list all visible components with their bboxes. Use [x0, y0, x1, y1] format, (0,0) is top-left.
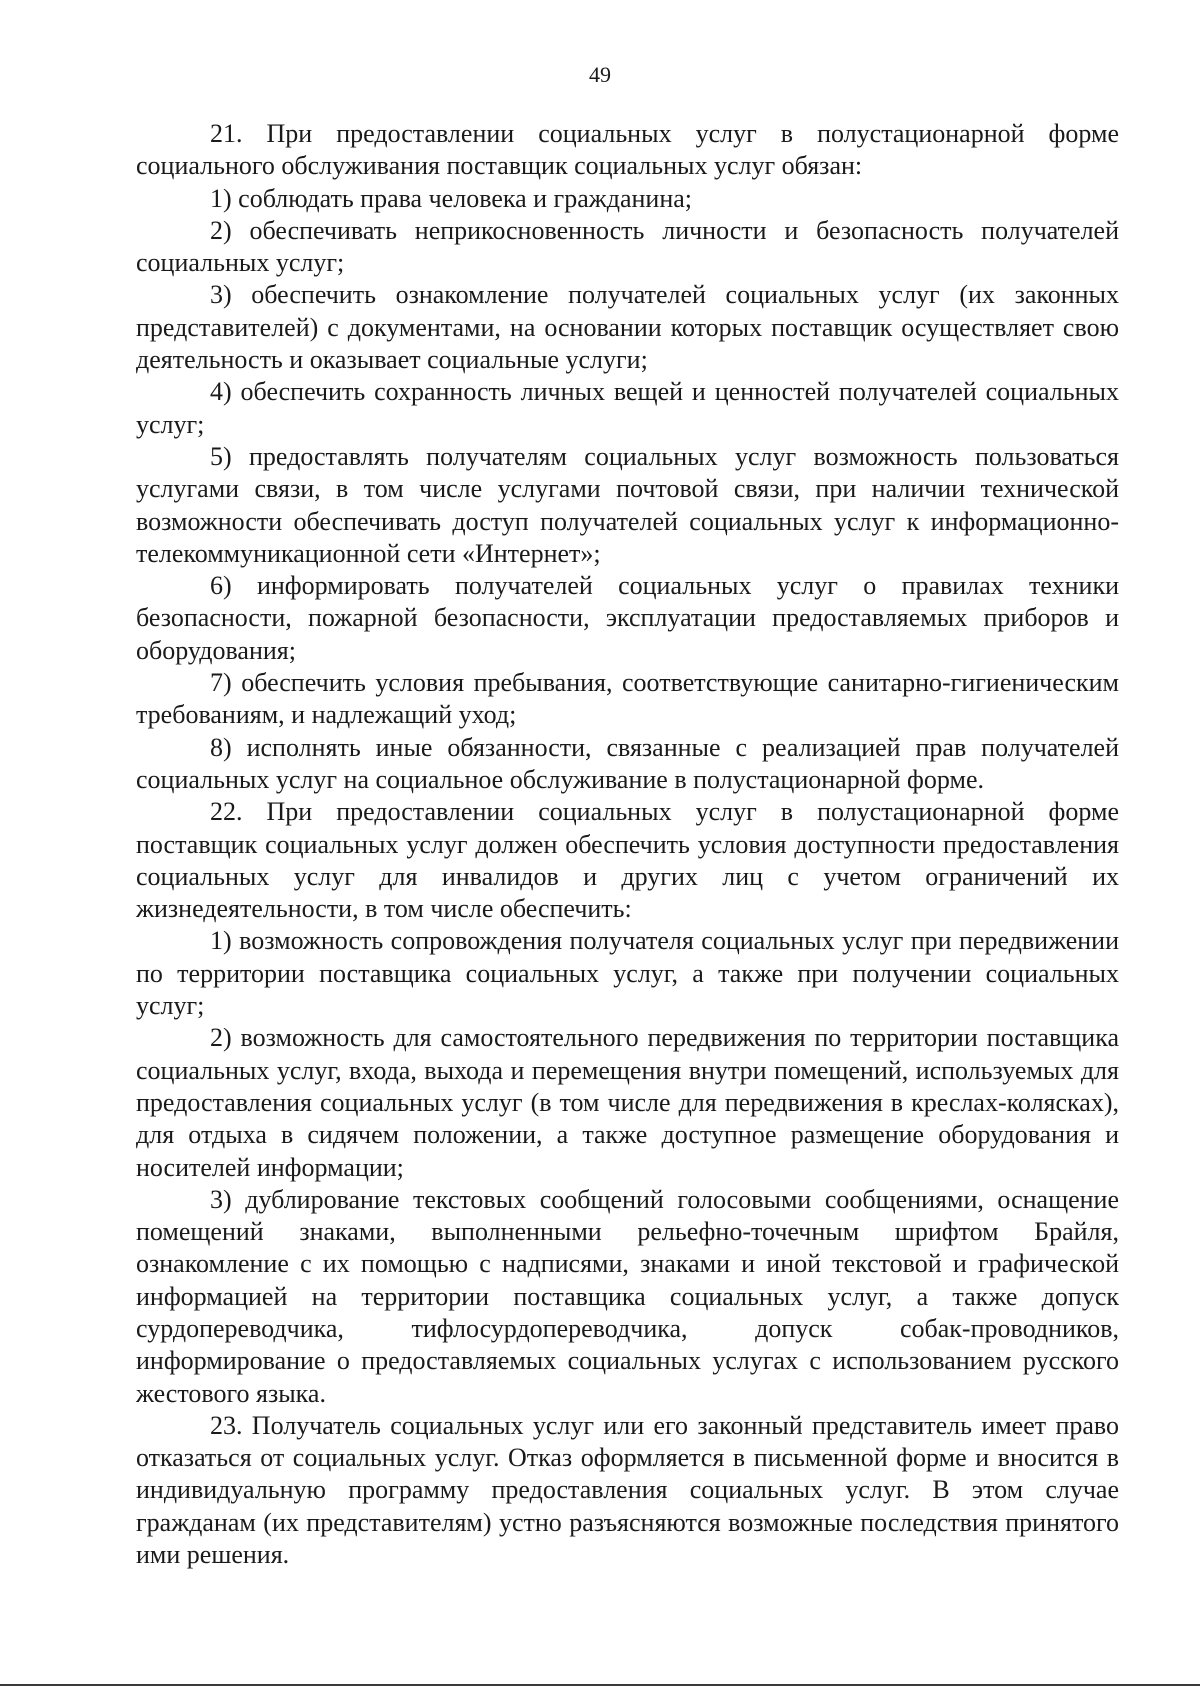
list-item-21-2: 2) обеспечивать неприкосновенность личности и безопасность получателей социальных услуг;: [136, 215, 1119, 278]
document-body: [136, 118, 1119, 1571]
paragraph-22: 22. При предоставлении социальных услуг в полустационарной форме поставщик социальных услуг должен обеспечить условия доступности предоставления социальных услуг для инвалидов и других лиц с учетом ограничений их жизнедеятельности, в том числе обеспечить:: [136, 797, 1119, 924]
list-item-22-1: 1) возможность сопровождения получателя социальных услуг при передвижении по территории поставщика социальных услуг, а также при получении социальных услуг;: [136, 926, 1119, 1021]
list-item-21-5: 5) предоставлять получателям социальных услуг возможность пользоваться услугами связи, в том числе услугами почтовой связи, при наличии технической возможности обеспечивать доступ получателей социальных услуг к информационно-телекоммуникационной сети «Интернет»;: [136, 441, 1119, 568]
paragraph-21: 21. При предоставлении социальных услуг в полустационарной форме социального обслуживания поставщик социальных услуг обязан:: [136, 119, 1119, 181]
list-item-21-7: 7) обеспечить условия пребывания, соответствующие санитарно-гигиеническим требованиям, и надлежащий уход;: [136, 668, 1119, 730]
list-item-21-4: 4) обеспечить сохранность личных вещей и ценностей получателей социальных услуг;: [136, 377, 1119, 439]
list-item-21-6: 6) информировать получателей социальных услуг о правилах техники безопасности, пожарной безопасности, эксплуатации предоставляемых приборов и оборудования;: [136, 571, 1119, 665]
list-item-22-2: 2) возможность для самостоятельного передвижения по территории поставщика социальных услуг, входа, выхода и перемещения внутри помещений, используемых для предоставления социальных услуг (в том числе для передвижения в креслах-колясках), для отдыха в сидячем положении, а также доступное размещение оборудования и носителей информации;: [136, 1023, 1119, 1182]
list-item-22-3: 3) дублирование текстовых сообщений голосовыми сообщениями, оснащение помещений знаками, выполненными рельефно-точечным шрифтом Брайля, ознакомление с их помощью с надписями, знаками и иной текстовой и графической информацией на территории поставщика социальных услуг, а также допуск сурдопереводчика, тифлосурдопереводчика, допуск собак-проводников, информирование о предоставляемых социальных услугах с использованием русского жестового языка.: [136, 1184, 1119, 1408]
list-item-21-8: 8) исполнять иные обязанности, связанные с реализацией прав получателей социальных услуг на социальное обслуживание в полустационарной форме.: [136, 732, 1119, 794]
bottom-rule: [0, 1684, 1200, 1686]
paragraph-23: 23. Получатель социальных услуг или его законный представитель имеет право отказаться от социальных услуг. Отказ оформляется в письменной форме и вносится в индивидуальную программу предоставления социальных услуг. В этом случае гражданам (их представителям) устно разъясняются возможные последствия принятого ими решения.: [136, 1410, 1119, 1570]
list-item-21-3: 3) обеспечить ознакомление получателей социальных услуг (их законных представителей) с документами, на основании которых поставщик осуществляет свою деятельность и оказывает социальные услуги;: [136, 280, 1119, 375]
page-number: 49: [589, 62, 611, 87]
list-item-21-1: 1) соблюдать права человека и гражданина;: [210, 183, 692, 213]
